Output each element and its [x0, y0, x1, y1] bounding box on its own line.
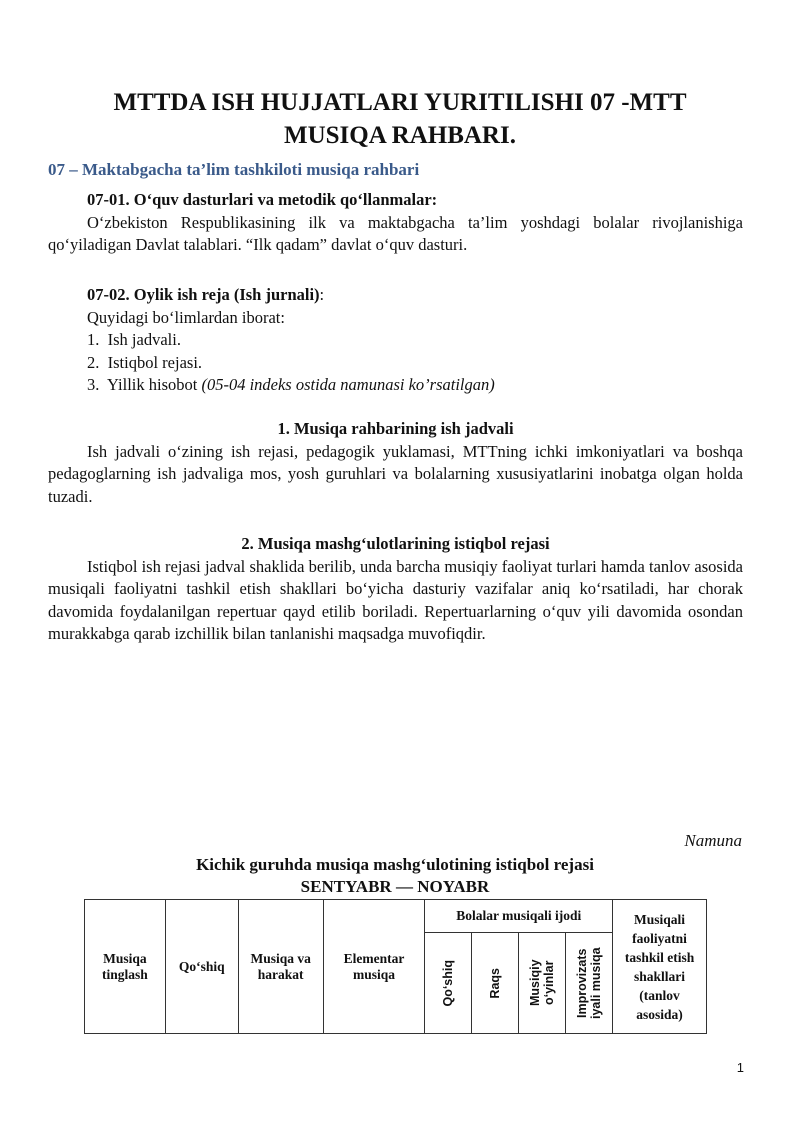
- subcol-header-song: Qo‘shiq: [441, 959, 456, 1007]
- list-item-text: Ish jadvali.: [107, 330, 181, 349]
- table-period: SENTYABR — NOYABR: [300, 877, 490, 896]
- section-07-01-text: O‘zbekiston Respublikasining ilk va maktabgacha ta’lim yoshdagi bolalar rivojlanishiga qo‘yiladigan Davlat talablari. “Ilk qadam” davlat o‘quv dasturi.: [48, 212, 743, 254]
- section-07-02-intro: Quyidagi bo‘limlardan iborat:: [87, 307, 285, 327]
- subcol-improv-cell: [566, 933, 613, 1034]
- col-header-elementary: Elementar musiqa: [323, 900, 425, 1034]
- col-header-movement: Musiqa va harakat: [238, 900, 323, 1034]
- col-header-creativity-group: Bolalar musiqali ijodi: [425, 900, 613, 933]
- list-item: [48, 352, 743, 375]
- subcol-song-cell: [425, 933, 472, 1034]
- list-item-note: (05-04 indeks ostida namunasi ko’rsatilgan): [201, 375, 495, 394]
- col-header-listening: Musiqa tinglash: [85, 900, 166, 1034]
- col-header-forms: Musiqali faoliyatni tashkil etish shakllari (tanlov asosida): [613, 900, 707, 1034]
- list-item-text: Yillik hisobot: [107, 375, 202, 394]
- list-item: [48, 329, 743, 352]
- subcol-header-games: Musiqiy o‘yinlar: [528, 959, 557, 1007]
- section-07-02-title: [48, 284, 743, 307]
- org-heading: 07 – Maktabgacha ta’lim tashkiloti musiqa rahbari: [48, 160, 420, 179]
- table-title-text: Kichik guruhda musiqa mashg‘ulotining istiqbol rejasi: [196, 855, 594, 874]
- sample-label: Namuna: [684, 831, 742, 850]
- section-07-02-title-suffix: :: [319, 285, 325, 304]
- section-1-text: Ish jadvali o‘zining ish rejasi, pedagogik yuklamasi, MTTning ichki imkoniyatlari va boshqa pedagoglarning ish jadvaliga mos, yosh guruhlari va bolalarning xususiyatlarini inobatga olgan holda tuzadi.: [48, 441, 743, 506]
- list-item-text: Istiqbol rejasi.: [107, 352, 203, 372]
- section-2-title: 2. Musiqa mashg‘ulotlarining istiqbol rejasi: [241, 534, 550, 553]
- list-item: [48, 374, 743, 397]
- title-line-1: MTTDA ISH HUJJATLARI YURITILISHI 07 -MTT: [113, 89, 687, 116]
- section-07-01: [48, 189, 743, 257]
- list-item-number: 2.: [87, 352, 100, 372]
- col-header-song: Qo‘shiq: [165, 900, 238, 1034]
- section-2-text: Istiqbol ish rejasi jadval shaklida berilib, unda barcha musiqiy faoliyat turlari hamda tanlov asosida musiqali faoliyatni tashkil etish shakllari bo‘yicha dasturiy vazifalar aniq ko‘rsatiladi, har chorak davomida foydalanilgan repertuar qayd etilib boriladi. Repertuarlarning o‘quv yili davomida osondan murakkabga qarab izchillik bilan tanlanishi maqsadga muvofiqdir.: [48, 556, 743, 643]
- subcol-dance-cell: [472, 933, 519, 1034]
- document-title: [60, 86, 740, 152]
- subcol-games-cell: [519, 933, 566, 1034]
- subcol-header-improv: Improvizats iyali musiqa: [575, 947, 604, 1019]
- section-07-02: [48, 284, 743, 397]
- page-number: 1: [736, 1060, 744, 1075]
- list-item-number: 3.: [87, 375, 100, 394]
- section-2: [48, 533, 743, 646]
- list-item-number: 1.: [87, 330, 100, 349]
- section-07-01-title: 07-01. O‘quv dasturlari va metodik qo‘llanmalar:: [87, 190, 438, 209]
- section-1-title: 1. Musiqa rahbarining ish jadvali: [277, 419, 514, 438]
- plan-table: [84, 899, 707, 1034]
- section-1: [48, 418, 743, 508]
- subcol-header-dance: Raqs: [488, 967, 503, 999]
- title-line-2: MUSIQA RAHBARI.: [284, 122, 516, 149]
- table-title: [100, 854, 690, 898]
- section-07-02-title-text: 07-02. Oylik ish reja (Ish jurnali): [87, 285, 320, 304]
